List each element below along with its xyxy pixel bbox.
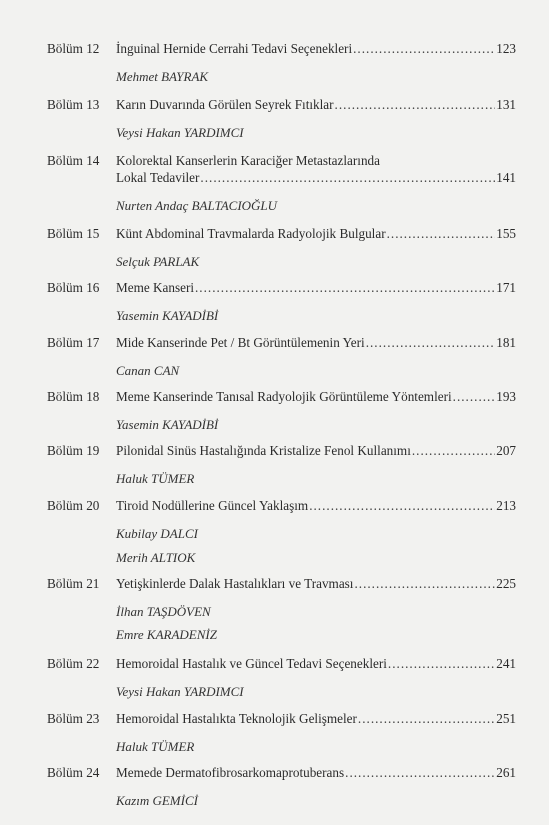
dot-leader	[453, 389, 496, 405]
page-number: 131	[496, 97, 516, 112]
chapter-title: Künt Abdominal Travmalarda Radyolojik Bulgular	[116, 226, 386, 241]
chapter-title-first-line[interactable]: Kolorektal Kanserlerin Karaciğer Metastazlarında	[116, 153, 380, 168]
chapter-author: Haluk TÜMER	[116, 471, 195, 486]
chapter-title: Mide Kanserinde Pet / Bt Görüntülemenin Yeri	[116, 335, 365, 350]
chapter-label: Bölüm 12	[47, 41, 100, 56]
chapter-author: Yasemin KAYADİBİ	[116, 308, 219, 323]
chapter-title: Hemoroidal Hastalık ve Güncel Tedavi Seçenekleri	[116, 656, 387, 671]
dot-leader	[387, 226, 496, 242]
chapter-title-line[interactable]	[116, 711, 516, 727]
dot-leader	[345, 765, 495, 781]
chapter-author: Veysi Hakan YARDIMCI	[116, 684, 244, 699]
chapter-label: Bölüm 21	[47, 576, 100, 591]
chapter-title-line[interactable]	[116, 576, 516, 592]
dot-leader	[353, 41, 495, 57]
chapter-author: Kazım GEMİCİ	[116, 793, 198, 808]
dot-leader	[200, 170, 495, 186]
chapter-author: İlhan TAŞDÖVEN	[116, 604, 211, 619]
chapter-title-line[interactable]	[116, 280, 516, 296]
chapter-label: Bölüm 24	[47, 765, 100, 780]
chapter-title-line[interactable]	[116, 656, 516, 672]
chapter-title: Tiroid Nodüllerine Güncel Yaklaşım	[116, 498, 309, 513]
page-number: 171	[496, 280, 516, 295]
chapter-label: Bölüm 16	[47, 280, 100, 295]
dot-leader	[366, 335, 496, 351]
chapter-author: Nurten Andaç BALTACIOĞLU	[116, 198, 278, 213]
chapter-label: Bölüm 20	[47, 498, 100, 513]
chapter-title: İnguinal Hernide Cerrahi Tedavi Seçenekleri	[116, 41, 353, 56]
chapter-author: Yasemin KAYADİBİ	[116, 417, 219, 432]
dot-leader	[354, 576, 495, 592]
page-number: 207	[496, 443, 516, 458]
chapter-title-line[interactable]	[116, 443, 516, 459]
dot-leader	[335, 97, 496, 113]
chapter-label: Bölüm 17	[47, 335, 100, 350]
chapter-author: Emre KARADENİZ	[116, 627, 217, 642]
chapter-author: Kubilay DALCI	[116, 526, 198, 541]
chapter-title-line[interactable]	[116, 498, 516, 514]
chapter-title: Hemoroidal Hastalıkta Teknolojik Gelişmeler	[116, 711, 357, 726]
chapter-title-line[interactable]	[116, 765, 516, 781]
page-number: 225	[496, 576, 516, 591]
chapter-label: Bölüm 22	[47, 656, 100, 671]
chapter-title: Yetişkinlerde Dalak Hastalıkları ve Travması	[116, 576, 354, 591]
page-number: 181	[496, 335, 516, 350]
chapter-author: Canan CAN	[116, 363, 180, 378]
page-number: 193	[496, 389, 516, 404]
page-number: 261	[496, 765, 516, 780]
chapter-label: Bölüm 19	[47, 443, 100, 458]
chapter-label: Bölüm 23	[47, 711, 100, 726]
chapter-title-line[interactable]	[116, 97, 516, 113]
chapter-label: Bölüm 13	[47, 97, 100, 112]
chapter-title-line[interactable]	[116, 389, 516, 405]
page-number: 241	[496, 656, 516, 671]
dot-leader	[309, 498, 495, 514]
chapter-author: Mehmet BAYRAK	[116, 69, 209, 84]
chapter-author: Merih ALTIOK	[116, 550, 196, 565]
chapter-title: Karın Duvarında Görülen Seyrek Fıtıklar	[116, 97, 334, 112]
page-number: 141	[496, 170, 516, 185]
page-number: 123	[496, 41, 516, 56]
page-number: 251	[496, 711, 516, 726]
chapter-title: Lokal Tedaviler	[116, 170, 200, 185]
chapter-title: Meme Kanseri	[116, 280, 194, 295]
chapter-title-line[interactable]	[116, 41, 516, 57]
dot-leader	[358, 711, 495, 727]
chapter-title: Pilonidal Sinüs Hastalığında Kristalize Fenol Kullanımı	[116, 443, 411, 458]
dot-leader	[388, 656, 495, 672]
chapter-title-line[interactable]	[116, 226, 516, 242]
chapter-label: Bölüm 18	[47, 389, 100, 404]
chapter-author: Selçuk PARLAK	[116, 254, 200, 269]
dot-leader	[195, 280, 495, 296]
chapter-author: Haluk TÜMER	[116, 739, 195, 754]
chapter-author: Veysi Hakan YARDIMCI	[116, 125, 244, 140]
chapter-title-line[interactable]	[116, 170, 516, 186]
page-number: 213	[496, 498, 516, 513]
page-number: 155	[496, 226, 516, 241]
chapter-title: Meme Kanserinde Tanısal Radyolojik Görüntüleme Yöntemleri	[116, 389, 452, 404]
chapter-label: Bölüm 15	[47, 226, 100, 241]
chapter-label: Bölüm 14	[47, 153, 100, 168]
chapter-title-line[interactable]	[116, 335, 516, 351]
dot-leader	[412, 443, 495, 459]
chapter-title: Memede Dermatofibrosarkomaprotuberans	[116, 765, 345, 780]
